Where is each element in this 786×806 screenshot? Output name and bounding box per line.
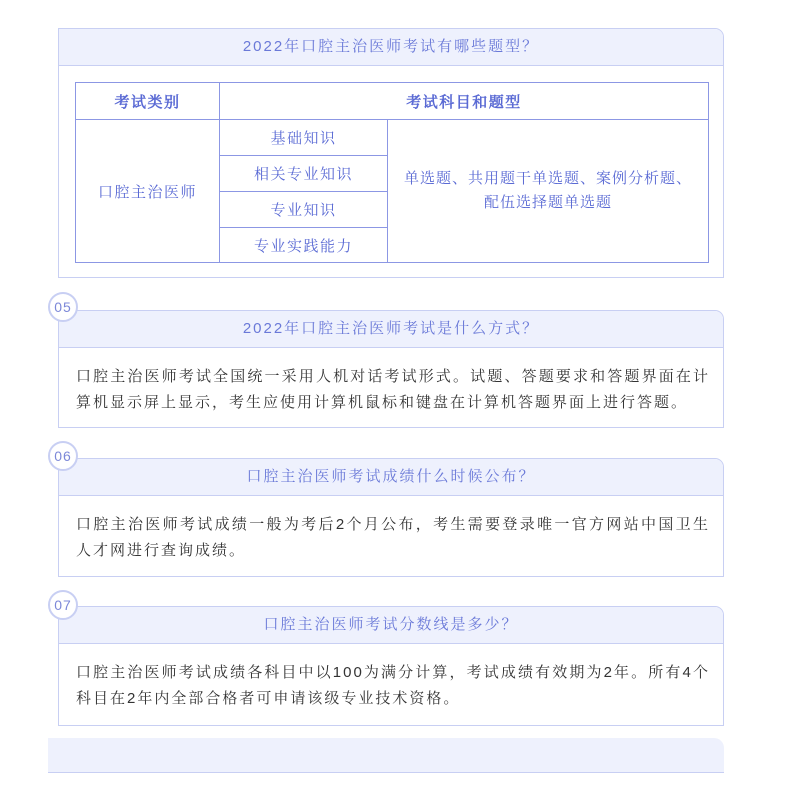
exam-types-question: 2022年口腔主治医师考试有哪些题型？ — [59, 29, 723, 66]
faq-question: 2022年口腔主治医师考试是什么方式？ — [59, 311, 723, 348]
table-cell-subject: 基础知识 — [220, 120, 388, 156]
faq-answer: 口腔主治医师考试成绩一般为考后2个月公布，考生需要登录唯一官方网站中国卫生人才网进行查询成绩。 — [76, 516, 710, 559]
faq-answer: 口腔主治医师考试全国统一采用人机对话考试形式。试题、答题要求和答题界面在计算机显示屏上显示，考生应使用计算机鼠标和键盘在计算机答题界面上进行答题。 — [76, 368, 710, 411]
table-cell-subject: 专业知识 — [220, 192, 388, 228]
table-cell-question-types: 单选题、共用题干单选题、案例分析题、配伍选择题单选题 — [388, 120, 709, 263]
faq-card — [58, 606, 724, 726]
faq-number-badge: 07 — [48, 590, 78, 620]
faq-question: 口腔主治医师考试成绩什么时候公布？ — [59, 459, 723, 496]
faq-card — [58, 310, 724, 428]
faq-number-badge: 06 — [48, 441, 78, 471]
faq-question: 口腔主治医师考试分数线是多少？ — [59, 607, 723, 644]
exam-types-card — [58, 28, 724, 278]
exam-types-table — [75, 82, 709, 263]
faq-answer: 口腔主治医师考试成绩各科目中以100为满分计算，考试成绩有效期为2年。所有4个科目在2年内全部合格者可申请该级专业技术资格。 — [76, 664, 710, 707]
table-cell-category: 口腔主治医师 — [76, 120, 220, 263]
next-section-header — [48, 738, 724, 773]
table-cell-subject: 专业实践能力 — [220, 228, 388, 263]
table-header-subjects: 考试科目和题型 — [220, 83, 709, 120]
table-row — [76, 120, 709, 156]
faq-card — [58, 458, 724, 577]
table-header-row — [76, 83, 709, 120]
faq-number-badge: 05 — [48, 292, 78, 322]
table-header-category: 考试类别 — [76, 83, 220, 120]
table-cell-subject: 相关专业知识 — [220, 156, 388, 192]
